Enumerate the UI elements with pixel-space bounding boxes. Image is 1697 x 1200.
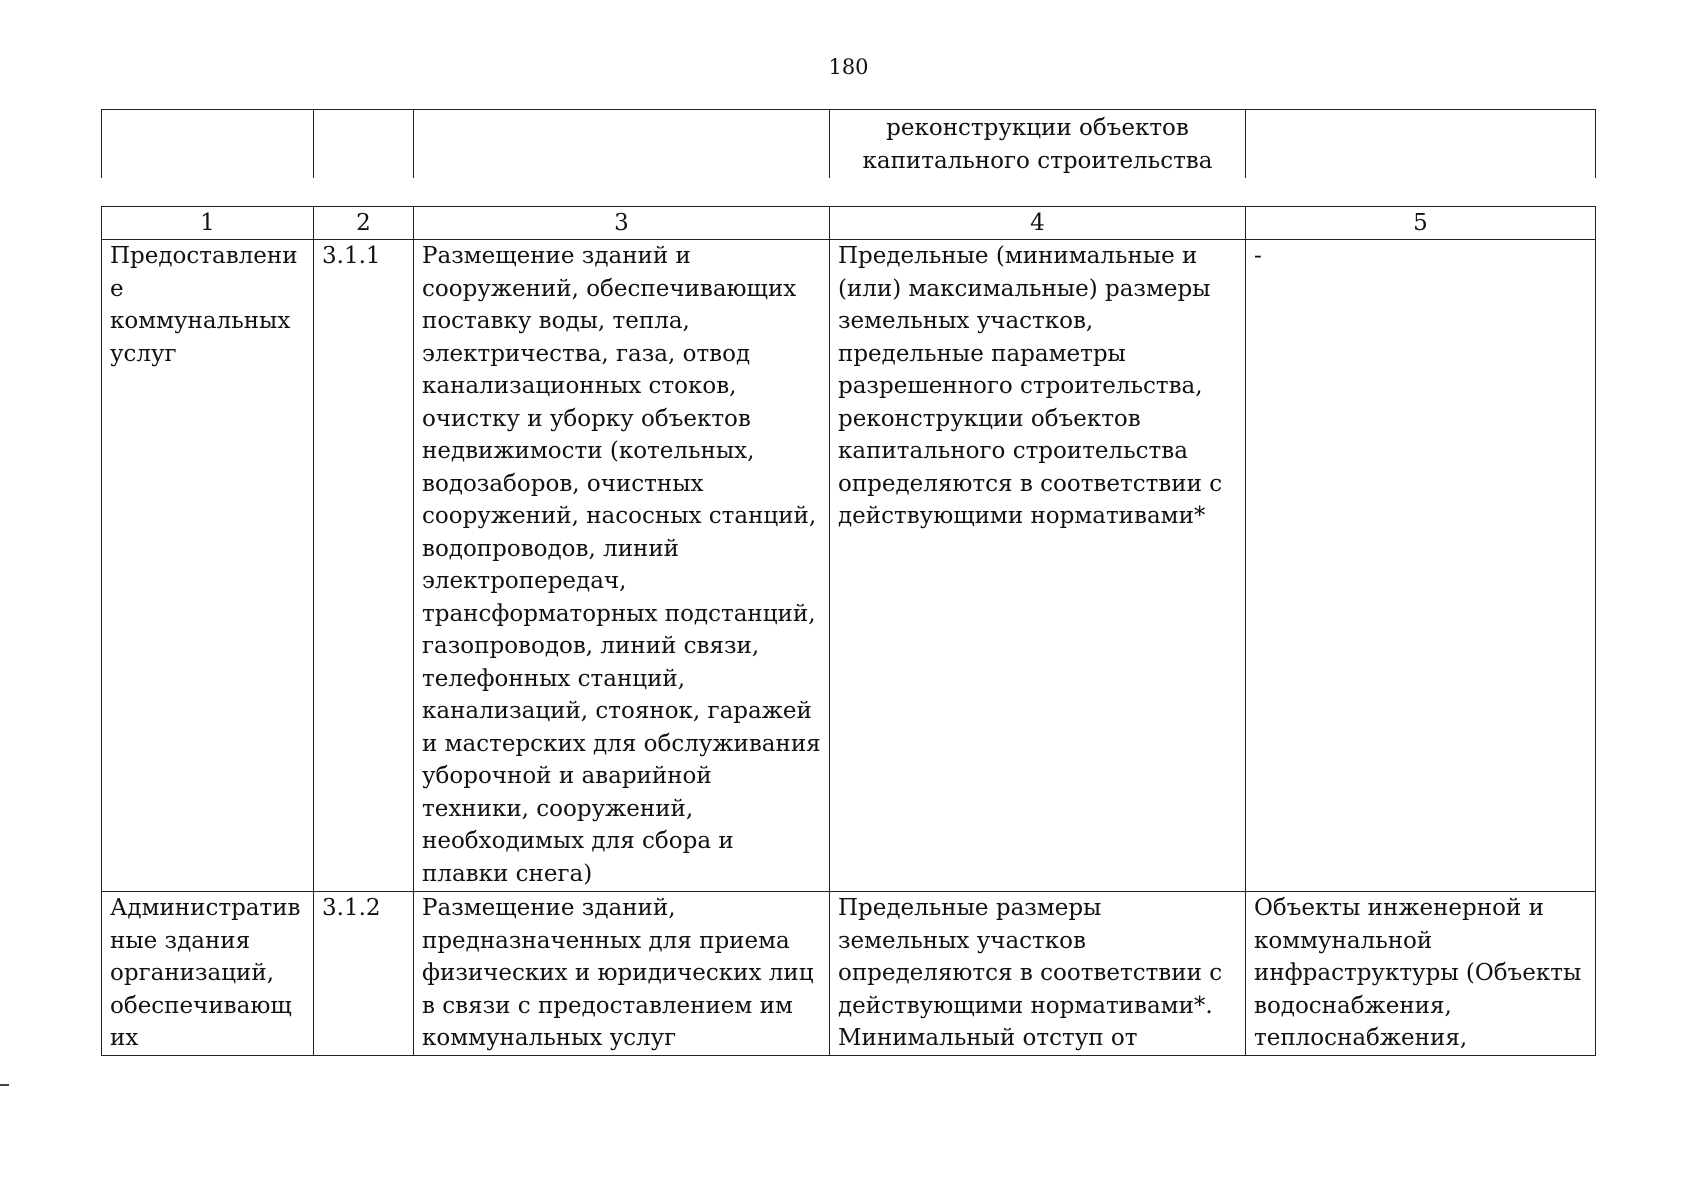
column-header: 3 [414, 207, 830, 240]
column-header: 5 [1246, 207, 1596, 240]
margin-mark [0, 1084, 9, 1086]
use-type-parameters: Предельные (минимальные и (или) максимальные) размеры земельных участков, предельные параметры разрешенного строительства, реконструкции объектов капитального строительства определяются в соответствии с действующими нормативами* [830, 240, 1246, 892]
table-row [102, 892, 1596, 1056]
continuation-cell-5 [1246, 110, 1596, 179]
use-type-description: Размещение зданий, предназначенных для приема физических и юридических лиц в связи с предоставлением им коммунальных услуг [414, 892, 830, 1056]
land-use-table [101, 206, 1596, 1056]
use-type-name: Административные здания организаций, обеспечивающих [102, 892, 314, 1056]
use-type-code: 3.1.1 [314, 240, 414, 892]
column-header: 1 [102, 207, 314, 240]
use-type-name: Предоставление коммунальных услуг [102, 240, 314, 892]
continuation-row [102, 110, 1596, 179]
use-type-restrictions: Объекты инженерной и коммунальной инфраструктуры (Объекты водоснабжения, теплоснабжения, [1246, 892, 1596, 1056]
continuation-table [101, 109, 1596, 178]
column-header: 2 [314, 207, 414, 240]
page-number: 180 [828, 55, 869, 79]
continuation-cell-3 [414, 110, 830, 179]
continuation-cell-4: реконструкции объектов капитального строительства [830, 110, 1246, 179]
table-header-row [102, 207, 1596, 240]
continuation-cell-1 [102, 110, 314, 179]
column-header: 4 [830, 207, 1246, 240]
use-type-parameters: Предельные размеры земельных участков определяются в соответствии с действующими нормативами*. Минимальный отступ от [830, 892, 1246, 1056]
table-row [102, 240, 1596, 892]
use-type-description: Размещение зданий и сооружений, обеспечивающих поставку воды, тепла, электричества, газа, отвод канализационных стоков, очистку и уборку объектов недвижимости (котельных, водозаборов, очистных сооружений, насосных станций, водопроводов, линий электропередач, трансформаторных подстанций, газопроводов, линий связи, телефонных станций, канализаций, стоянок, гаражей и мастерских для обслуживания уборочной и аварийной техники, сооружений, необходимых для сбора и плавки снега) [414, 240, 830, 892]
use-type-code: 3.1.2 [314, 892, 414, 1056]
use-type-restrictions: - [1246, 240, 1596, 892]
continuation-cell-2 [314, 110, 414, 179]
